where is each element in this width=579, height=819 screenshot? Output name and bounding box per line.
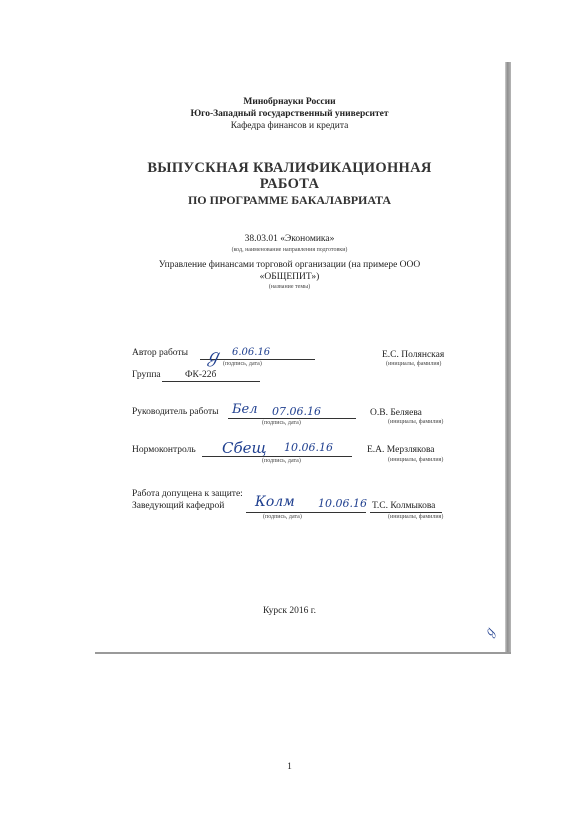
direction-caption: (код, наименование направления подготовки) <box>231 247 348 253</box>
supervisor-signature-date: 07.06.16 <box>272 405 321 418</box>
normcontrol-signature-mark: Сбещ <box>222 439 267 457</box>
head-signature-mark: Колм <box>255 494 295 510</box>
head-of-department-label: Заведующий кафедрой <box>132 501 225 511</box>
city-year: Курск 2016 г. <box>263 606 316 616</box>
scan-edge-right <box>505 62 511 652</box>
direction-code: 38.03.01 «Экономика» <box>244 234 335 244</box>
title-line-3: ПО ПРОГРАММЕ БАКАЛАВРИАТА <box>187 193 392 207</box>
topic-line-2: «ОБЩЕПИТ») <box>259 272 320 282</box>
author-name-caption: (инициалы, фамилия) <box>386 361 442 367</box>
normcontrol-signature-date: 10.06.16 <box>284 441 333 454</box>
head-name-line <box>370 512 442 513</box>
admission-line: Работа допущена к защите: <box>132 489 243 499</box>
supervisor-sign-caption: (подпись, дата) <box>262 420 301 426</box>
normcontrol-sign-caption: (подпись, дата) <box>262 458 301 464</box>
corner-mark: ℊ <box>480 624 499 641</box>
head-sign-caption: (подпись, дата) <box>263 514 302 520</box>
ministry-heading: Минобрнауки России <box>243 97 336 107</box>
group-line <box>162 381 260 382</box>
supervisor-label: Руководитель работы <box>132 407 219 417</box>
normcontrol-name-caption: (инициалы, фамилия) <box>388 457 444 463</box>
author-signature-mark: ℊ <box>204 346 222 367</box>
author-signature-date: 6.06.16 <box>232 347 271 358</box>
author-label: Автор работы <box>132 348 188 358</box>
title-line-1: ВЫПУСКНАЯ КВАЛИФИКАЦИОННАЯ <box>147 160 432 176</box>
topic-caption: (название темы) <box>268 284 311 290</box>
supervisor-name-caption: (инициалы, фамилия) <box>388 419 444 425</box>
supervisor-sign-line <box>228 418 356 419</box>
author-name: Е.С. Полянская <box>382 350 445 360</box>
head-name-caption: (инициалы, фамилия) <box>388 514 444 520</box>
group-value: ФК-22б <box>185 370 217 380</box>
supervisor-signature-mark: Бел <box>232 402 258 417</box>
head-name: Т.С. Колмыкова <box>372 501 436 511</box>
author-sign-caption: (подпись, дата) <box>223 361 262 367</box>
group-label: Группа <box>132 370 161 380</box>
normcontrol-label: Нормоконтроль <box>132 445 196 455</box>
head-signature-date: 10.06.16 <box>318 497 367 510</box>
title-line-2: РАБОТА <box>259 176 320 192</box>
supervisor-name: О.В. Беляева <box>370 408 422 418</box>
page-number: 1 <box>287 762 292 772</box>
normcontrol-name: Е.А. Мерзлякова <box>367 445 435 455</box>
head-sign-line <box>246 512 366 513</box>
topic-line-1: Управление финансами торговой организации (на примере ООО <box>158 260 421 270</box>
department-heading: Кафедра финансов и кредита <box>230 121 349 131</box>
scan-edge-bottom <box>95 652 511 654</box>
university-heading: Юго-Западный государственный университет <box>190 109 389 119</box>
